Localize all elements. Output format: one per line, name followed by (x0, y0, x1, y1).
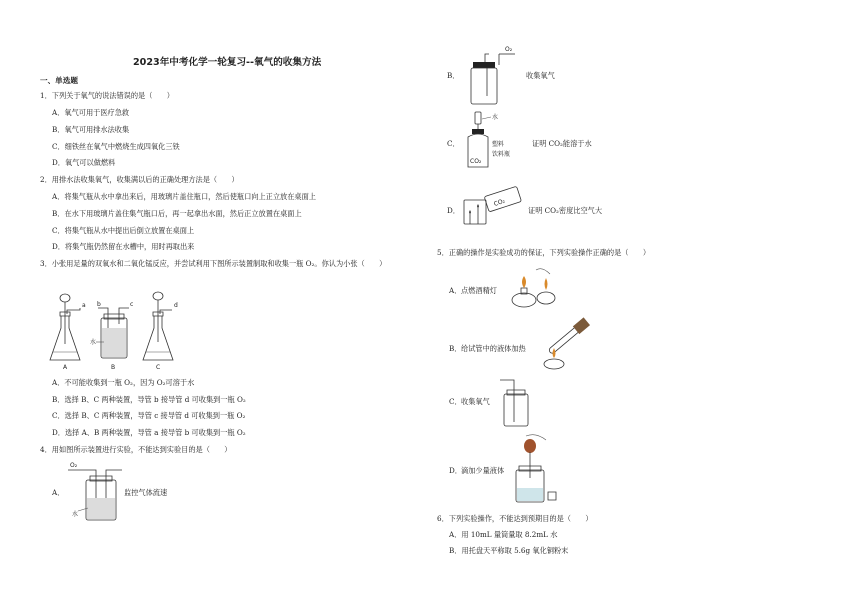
q4-b-collect-bottle-figure (465, 40, 525, 106)
q4c-co2-label: CO₂ (470, 158, 482, 165)
flask-a-diagram (50, 294, 80, 360)
q5-option-a-letter: A． (449, 286, 462, 295)
q4c-bottle-label-2: 饮料瓶 (492, 151, 511, 158)
q5-option-c-text: 收集氧气 (461, 397, 490, 406)
q2-option-b: B．在水下用玻璃片盖住集气瓶口后，再一起拿出水面，然后正立放置在桌面上 (52, 209, 302, 218)
q5-option-b-text: 给试管中的液体加热 (461, 344, 526, 353)
q4c-water-label: 水 (492, 114, 499, 121)
q1-option-b: B．氧气可用排水法收集 (52, 125, 130, 134)
bottle-b-label: B (111, 364, 116, 371)
q5-option-c-letter: C． (449, 397, 462, 406)
q5-b-heat-tube-figure (536, 316, 602, 372)
q5-a-alcohol-lamp-figure (506, 262, 562, 310)
q4-option-b-text: 收集氧气 (526, 71, 555, 80)
q4-d-candles-figure (460, 180, 526, 226)
q5-option-b-letter: B． (449, 344, 462, 353)
q4a-gas-label: O₂ (70, 462, 78, 469)
q4c-bottle-label-1: 塑料 (492, 141, 505, 148)
q4d-co2-label: CO₂ (493, 197, 506, 208)
tube-d-label: d (174, 302, 178, 309)
q4-c-plastic-bottle-figure (462, 109, 528, 171)
q4b-gas-label: O₂ (505, 46, 513, 53)
q4a-water-label: 水 (72, 511, 79, 518)
q3-option-a: A．不可能收集到一瓶 O₂，因为 O₂可溶于水 (52, 378, 195, 387)
q4-option-b-letter: B． (447, 71, 460, 80)
q1-stem: 1．下列关于氧气的说法错误的是（ ） (40, 91, 174, 100)
q1-option-c: C．细铁丝在氧气中燃烧生成四氧化三铁 (52, 142, 180, 151)
q1-option-a: A．氧气可用于医疗急救 (52, 108, 130, 117)
document-title: 2023年中考化学一轮复习--氧气的收集方法 (133, 57, 322, 68)
q5-stem: 5．正确的操作是实验成功的保证，下列实验操作正确的是（ ） (437, 248, 651, 257)
q6-stem: 6．下列实验操作，不能达到预期目的是（ ） (437, 514, 593, 523)
q3-stem: 3．小张用足量的双氧水和二氧化锰反应，并尝试利用下图所示装置制取和收集一瓶 O₂。你认为小张（ ） (40, 259, 387, 268)
q3-apparatus-figure (46, 284, 196, 372)
q3-option-b: B．选择 B、C 两种装置，导管 b 接导管 d 可收集到一瓶 O₂ (52, 395, 246, 404)
q4-option-d-letter: D． (447, 206, 460, 215)
q4-option-a-letter: A． (52, 488, 65, 497)
q6-option-b: B．用托盘天平称取 5.6g 氧化铜粉末 (449, 546, 569, 555)
q4-option-c-text: 证明 CO₂能溶于水 (532, 139, 592, 148)
q2-option-d: D．将集气瓶仍然留在水槽中，用时再取出来 (52, 242, 195, 251)
flask-a-label: A (63, 364, 68, 371)
water-label: 水 (90, 339, 97, 346)
q4-option-a-text: 监控气体流速 (124, 488, 168, 497)
q2-option-c: C．将集气瓶从水中提出后倒立放置在桌面上 (52, 226, 195, 235)
q5-c-collect-bottle-figure (494, 376, 534, 430)
q5-option-d-letter: D． (449, 466, 462, 475)
q3-option-d: D．选择 A、B 两种装置，导管 a 接导管 b 可收集到一瓶 O₂ (52, 428, 246, 437)
tube-c-label: c (130, 301, 134, 308)
q4-stem: 4．用如图所示装置进行实验，不能达到实验目的是（ ） (40, 445, 232, 454)
q2-option-a: A．将集气瓶从水中拿出来后，用玻璃片盖住瓶口，然后使瓶口向上正立放在桌面上 (52, 192, 316, 201)
q1-option-d: D．氧气可以做燃料 (52, 158, 116, 167)
flask-c-diagram (143, 292, 173, 360)
section-heading: 一、单选题 (40, 76, 78, 85)
q6-option-a: A．用 10mL 量筒量取 8.2mL 水 (449, 530, 558, 539)
tube-b-label: b (97, 301, 101, 308)
q4-option-d-text: 证明 CO₂密度比空气大 (528, 206, 603, 215)
q3-option-c: C．选择 B、C 两种装置，导管 c 接导管 d 可收集到一瓶 O₂ (52, 411, 246, 420)
flask-c-label: C (156, 364, 161, 371)
q2-stem: 2．用排水法收集氧气，收集满以后的正确处理方法是（ ） (40, 175, 239, 184)
q5-d-dropper-figure (508, 430, 560, 506)
bottle-b-diagram (98, 308, 129, 358)
q5-option-a-text: 点燃酒精灯 (461, 286, 497, 295)
q4-option-c-letter: C． (447, 139, 460, 148)
q5-option-d-text: 滴加少量液体 (461, 466, 505, 475)
tube-a-label: a (82, 302, 86, 309)
